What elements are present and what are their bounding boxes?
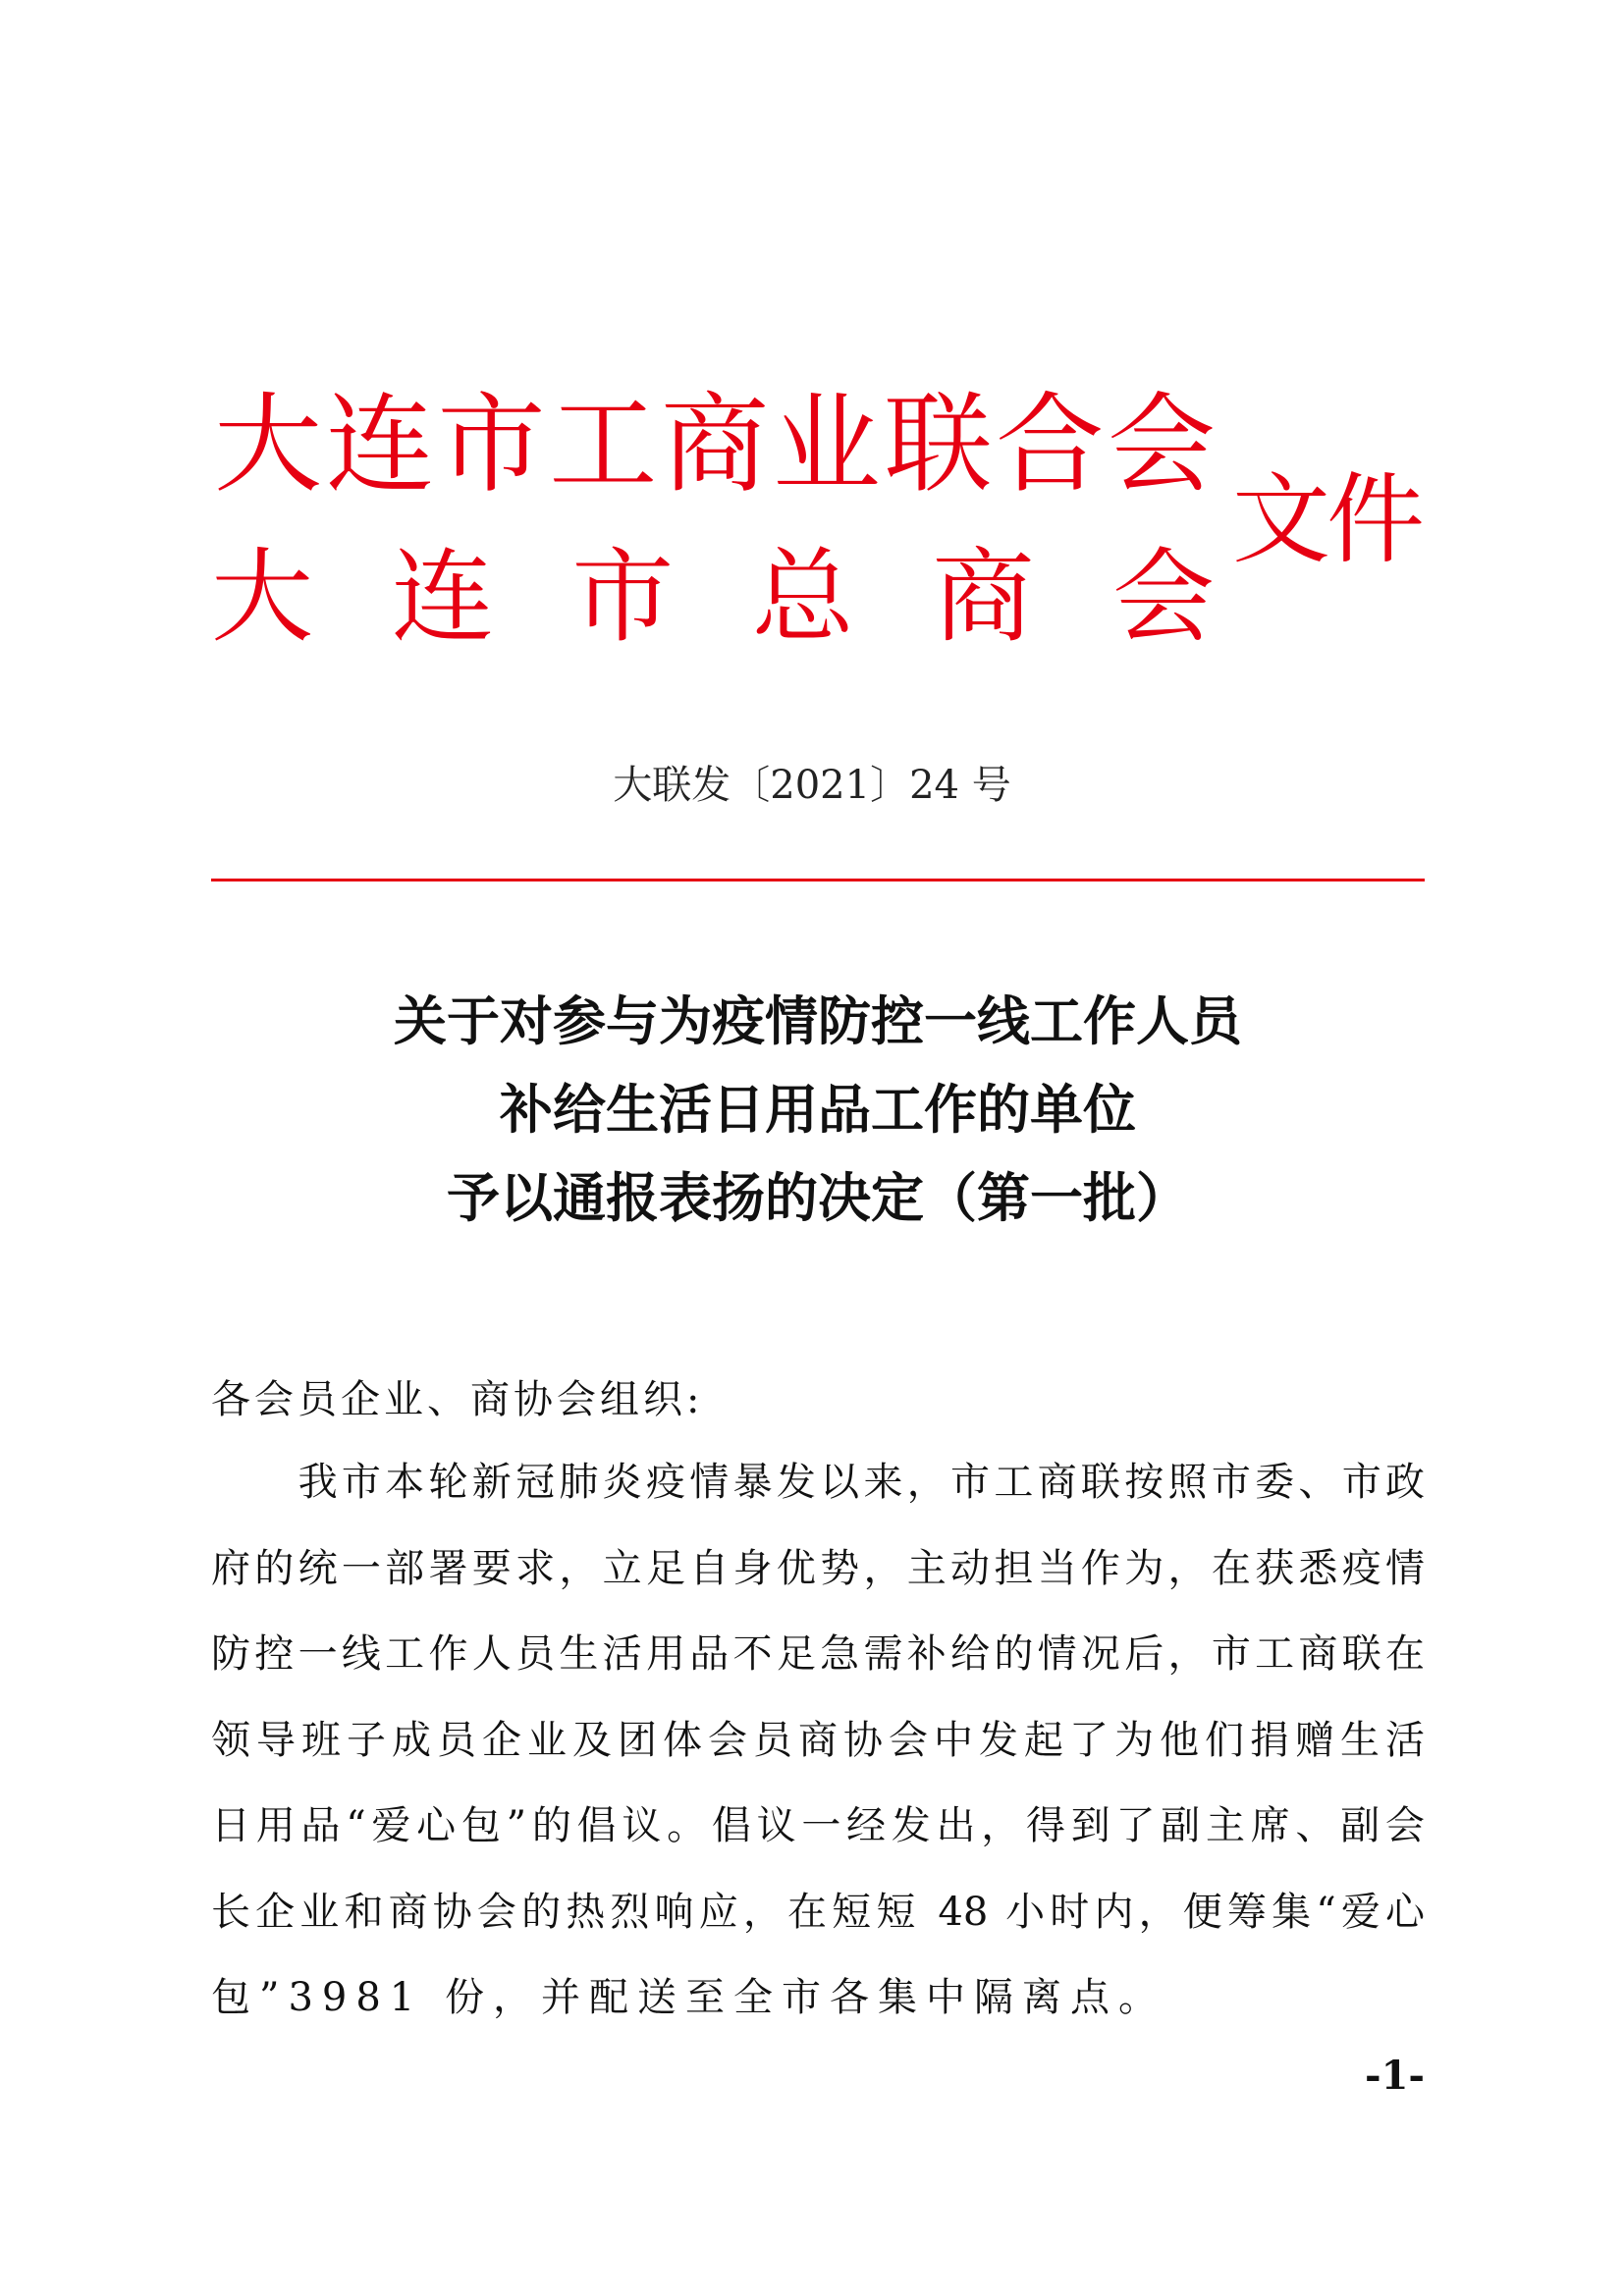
salutation: 各会员企业、商协会组织:	[211, 1377, 704, 1422]
document-title	[211, 977, 1425, 1242]
header-char: 商	[661, 382, 769, 507]
header-char: 合	[996, 382, 1105, 507]
header-char: 业	[772, 382, 881, 507]
page-number: -1-	[1365, 2053, 1426, 2099]
header-char: 连	[325, 382, 434, 507]
body-paragraph	[211, 1455, 1425, 2056]
header-char: 大	[214, 382, 322, 507]
header-char: 市	[437, 382, 546, 507]
header-char: 总	[751, 537, 854, 657]
header-char: 会	[1111, 537, 1215, 657]
body-line: 防控一线工作人员生活用品不足急需补给的情况后，市工商联在	[211, 1631, 1425, 1677]
header-char: 市	[571, 537, 675, 657]
title-line: 予以通报表扬的决定（第一批）	[447, 1166, 1189, 1229]
header-char: 大	[211, 537, 314, 657]
body-line: 领导班子成员企业及团体会员商协会中发起了为他们捐赠生活	[211, 1717, 1425, 1763]
title-line: 关于对参与为疫情防控一线工作人员	[394, 989, 1242, 1052]
header-char: 联	[884, 382, 993, 507]
document-suffix: 文件	[1232, 462, 1421, 577]
header-char: 工	[549, 382, 658, 507]
header-char: 会	[1108, 382, 1216, 507]
body-line: 日用品“爱心包”的倡议。倡议一经发出，得到了副主席、副会	[211, 1803, 1425, 1848]
body-line: 包”3981 份，并配送至全市各集中隔离点。	[211, 1975, 1166, 2020]
body-line: 我市本轮新冠肺炎疫情暴发以来，市工商联按照市委、市政	[211, 1460, 1425, 1505]
header-char: 连	[391, 537, 494, 657]
body-line: 长企业和商协会的热烈响应，在短短 48 小时内，便筹集“爱心	[211, 1889, 1425, 1935]
document-number: 大联发〔2021〕24 号	[613, 763, 1011, 808]
header-char: 商	[932, 537, 1035, 657]
red-divider	[211, 879, 1425, 881]
issuer-name-chamber	[211, 538, 1215, 656]
issuer-name-federation	[214, 381, 1216, 508]
body-line: 府的统一部署要求，立足自身优势，主动担当作为，在获悉疫情	[211, 1545, 1425, 1591]
title-line: 补给生活日用品工作的单位	[500, 1078, 1136, 1141]
